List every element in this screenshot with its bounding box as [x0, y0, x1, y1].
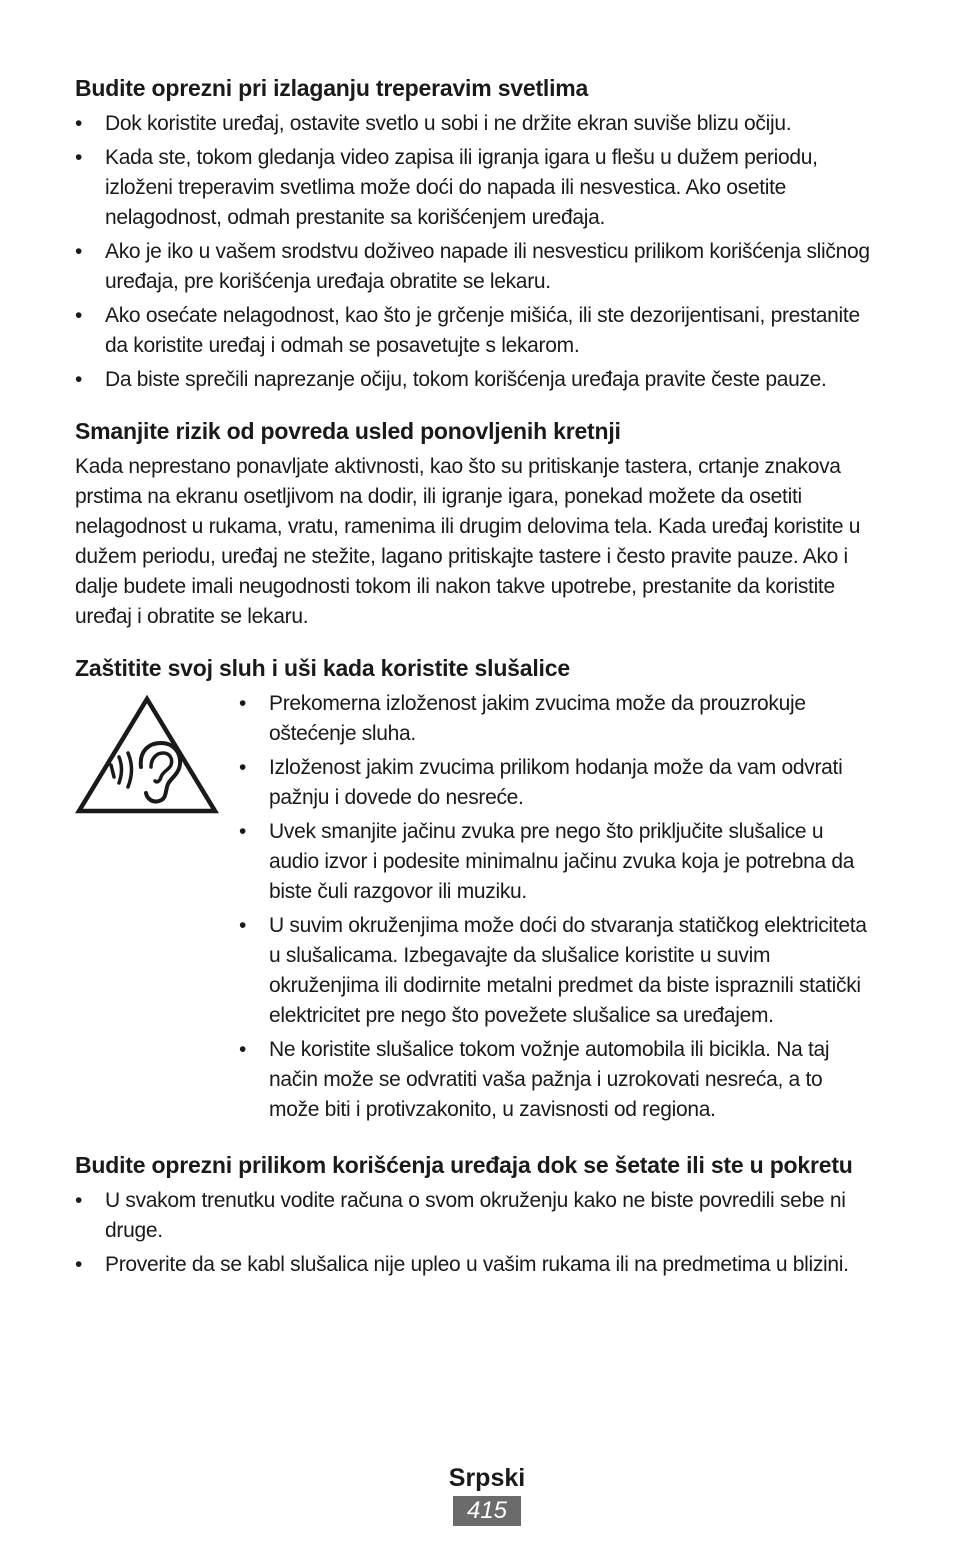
hearing-content — [75, 689, 875, 1129]
list-item: • Izloženost jakim zvucima prilikom hodanja može da vam odvrati pažnju i dovede do nesreće. — [239, 753, 875, 813]
bullet-list — [239, 689, 875, 1129]
bullet-list — [75, 1186, 875, 1280]
language-label: Srpski — [448, 1464, 526, 1492]
list-item: • Uvek smanjite jačinu zvuka pre nego što priključite slušalice u audio izvor i podesite minimalnu jačinu zvuka koja je potrebna da biste čuli razgovor ili muziku. — [239, 817, 875, 907]
bullet-list — [75, 109, 875, 395]
list-item: • U svakom trenutku vodite računa o svom okruženju kako ne biste povredili sebe ni druge. — [75, 1186, 875, 1246]
section-hearing-protection — [75, 652, 875, 1129]
section-walking-caution — [75, 1149, 875, 1280]
section-heading: Smanjite rizik od povreda usled ponovljenih kretnji — [75, 418, 621, 444]
list-item: • Kada ste, tokom gledanja video zapisa ili igranja igara u flešu u dužem periodu, izloženi treperavim svetlima može doći do napada ili nesvestica. Ako osetite nelagodnost, odmah prestanite sa korišćenjem uređaja. — [75, 143, 875, 233]
section-heading: Budite oprezni pri izlaganju treperavim svetlima — [75, 75, 589, 101]
section-heading: Budite oprezni prilikom korišćenja uređaja dok se šetate ili ste u pokretu — [75, 1152, 853, 1178]
hearing-warning-icon — [75, 695, 219, 817]
section-repetitive-motion — [75, 415, 875, 632]
page-number: 415 — [453, 1496, 521, 1526]
list-item: • Ako je iko u vašem srodstvu doživeo napade ili nesvesticu prilikom korišćenja sličnog uređaja, pre korišćenja uređaja obratite se lekaru. — [75, 237, 875, 297]
list-item: • Ako osećate nelagodnost, kao što je grčenje mišića, ili ste dezorijentisani, prestanite da koristite uređaj i odmah se posavetujte s lekarom. — [75, 301, 875, 361]
list-item: • Proverite da se kabl slušalica nije upleo u vašim rukama ili na predmetima u blizini. — [75, 1250, 875, 1280]
section-paragraph: Kada neprestano ponavljate aktivnosti, kao što su pritiskanje tastera, crtanje znakova prstima na ekranu osetljivom na dodir, ili igranje igara, ponekad možete da osetiti nelagodnost u rukama, vratu, ramenima ili drugim delovima tela. Kada uređaj koristite u dužem periodu, uređaj ne stežite, lagano pritiskajte tastere i često pravite pauze. Ako i dalje budete imali neugodnosti tokom ili nakon takve upotrebe, prestanite da koristite uređaj i obratite se lekaru. — [75, 455, 861, 628]
section-flashing-lights — [75, 72, 875, 395]
document-page — [75, 72, 875, 1300]
list-item: • Ne koristite slušalice tokom vožnje automobila ili bicikla. Na taj način može se odvratiti vaša pažnja i uzrokovati nesreća, a to može biti i protivzakonito, u zavisnosti od regiona. — [239, 1035, 875, 1125]
page-footer — [0, 1462, 954, 1526]
list-item: • Dok koristite uređaj, ostavite svetlo u sobi i ne držite ekran suviše blizu očiju. — [75, 109, 875, 139]
list-item: • Prekomerna izloženost jakim zvucima može da prouzrokuje oštećenje sluha. — [239, 689, 875, 749]
section-heading: Zaštitite svoj sluh i uši kada koristite slušalice — [75, 655, 570, 681]
list-item: • U suvim okruženjima može doći do stvaranja statičkog elektriciteta u slušalicama. Izbegavajte da slušalice koristite u suvim okruženjima ili dodirnite metalni predmet da biste ispraznili statički elektricitet pre nego što povežete slušalice sa uređajem. — [239, 911, 875, 1031]
list-item: • Da biste sprečili naprezanje očiju, tokom korišćenja uređaja pravite česte pauze. — [75, 365, 875, 395]
